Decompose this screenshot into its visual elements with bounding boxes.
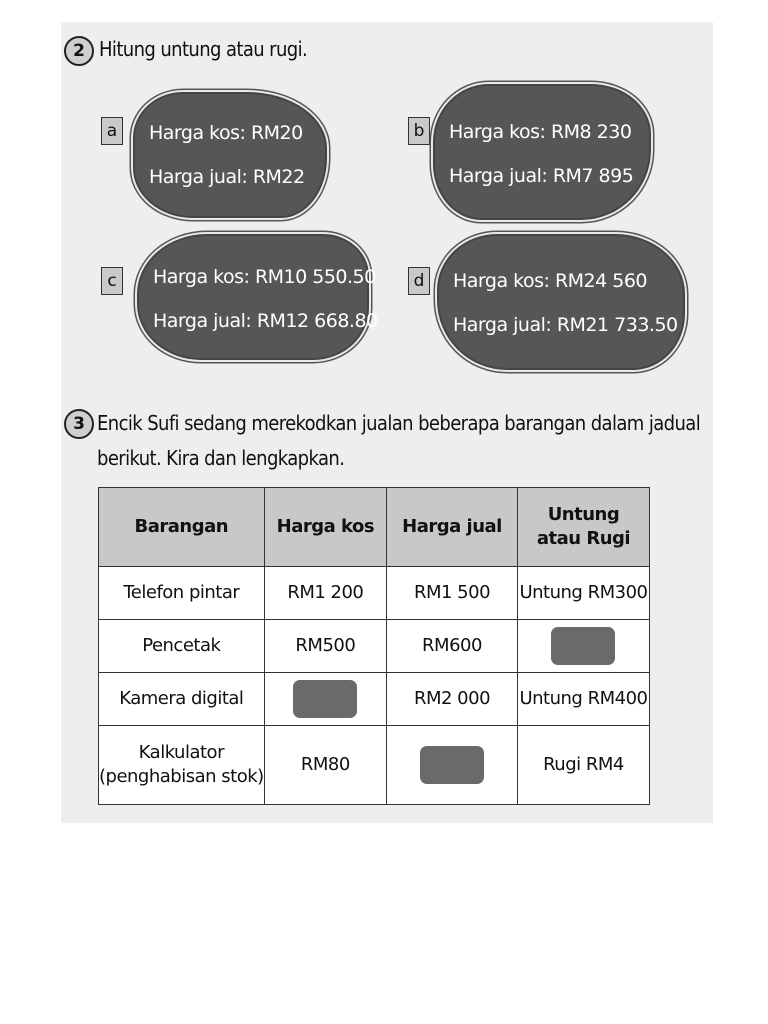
item-c-cost: Harga kos: RM10 550.50 <box>153 266 376 288</box>
question-2-number: 2 <box>64 36 94 66</box>
cell-cost: RM500 <box>264 620 386 673</box>
item-a-sell: Harga jual: RM22 <box>149 166 305 188</box>
table-row <box>99 673 650 726</box>
item-c-sell: Harga jual: RM12 668.80 <box>153 310 378 332</box>
question-3-text-line-2: berikut. Kira dan lengkapkan. <box>97 446 345 470</box>
item-b-label: b <box>408 117 430 145</box>
table-row <box>99 620 650 673</box>
item-b-cost: Harga kos: RM8 230 <box>449 121 632 143</box>
item-c-label: c <box>101 267 123 295</box>
question-3-text <box>97 406 701 476</box>
cell-item-line-2: (penghabisan stok) <box>99 766 264 787</box>
item-d-bubble <box>437 234 685 370</box>
cell-sell: RM600 <box>387 620 518 673</box>
header-harga-jual: Harga jual <box>387 488 518 567</box>
item-b-sell: Harga jual: RM7 895 <box>449 165 634 187</box>
cell-sell: RM2 000 <box>387 673 518 726</box>
cell-item: Pencetak <box>99 620 265 673</box>
worksheet <box>61 22 713 823</box>
item-a-label: a <box>101 117 123 145</box>
item-d-label: d <box>408 267 430 295</box>
cell-cost-blank[interactable] <box>264 673 386 726</box>
sales-table <box>98 487 650 805</box>
header-barangan: Barangan <box>99 488 265 567</box>
item-a-cost: Harga kos: RM20 <box>149 122 303 144</box>
item-c-bubble <box>137 234 378 360</box>
cell-result-blank[interactable] <box>517 620 649 673</box>
cell-sell: RM1 500 <box>387 567 518 620</box>
header-harga-kos: Harga kos <box>264 488 386 567</box>
cell-item: Telefon pintar <box>99 567 265 620</box>
header-untung-rugi: Untung atau Rugi <box>517 488 649 567</box>
cell-item-line-1: Kalkulator <box>138 742 224 763</box>
cell-result: Untung RM400 <box>517 673 649 726</box>
table-row <box>99 726 650 805</box>
answer-blank[interactable] <box>551 627 615 665</box>
cell-cost: RM80 <box>264 726 386 805</box>
cell-sell-blank[interactable] <box>387 726 518 805</box>
cell-result: Rugi RM4 <box>517 726 649 805</box>
table-header-row <box>99 488 650 567</box>
item-d-cost: Harga kos: RM24 560 <box>453 270 648 292</box>
cell-cost: RM1 200 <box>264 567 386 620</box>
item-a-bubble <box>133 92 327 218</box>
cell-result: Untung RM300 <box>517 567 649 620</box>
item-b-bubble <box>433 84 651 220</box>
table-row <box>99 567 650 620</box>
question-2-text: Hitung untung atau rugi. <box>99 37 308 61</box>
cell-item <box>99 726 265 805</box>
item-d-sell: Harga jual: RM21 733.50 <box>453 314 678 336</box>
question-3-number: 3 <box>64 409 94 439</box>
question-3-text-line-1: Encik Sufi sedang merekodkan jualan beberapa barangan dalam jadual <box>97 411 701 435</box>
cell-item: Kamera digital <box>99 673 265 726</box>
answer-blank[interactable] <box>293 680 357 718</box>
answer-blank[interactable] <box>420 746 484 784</box>
